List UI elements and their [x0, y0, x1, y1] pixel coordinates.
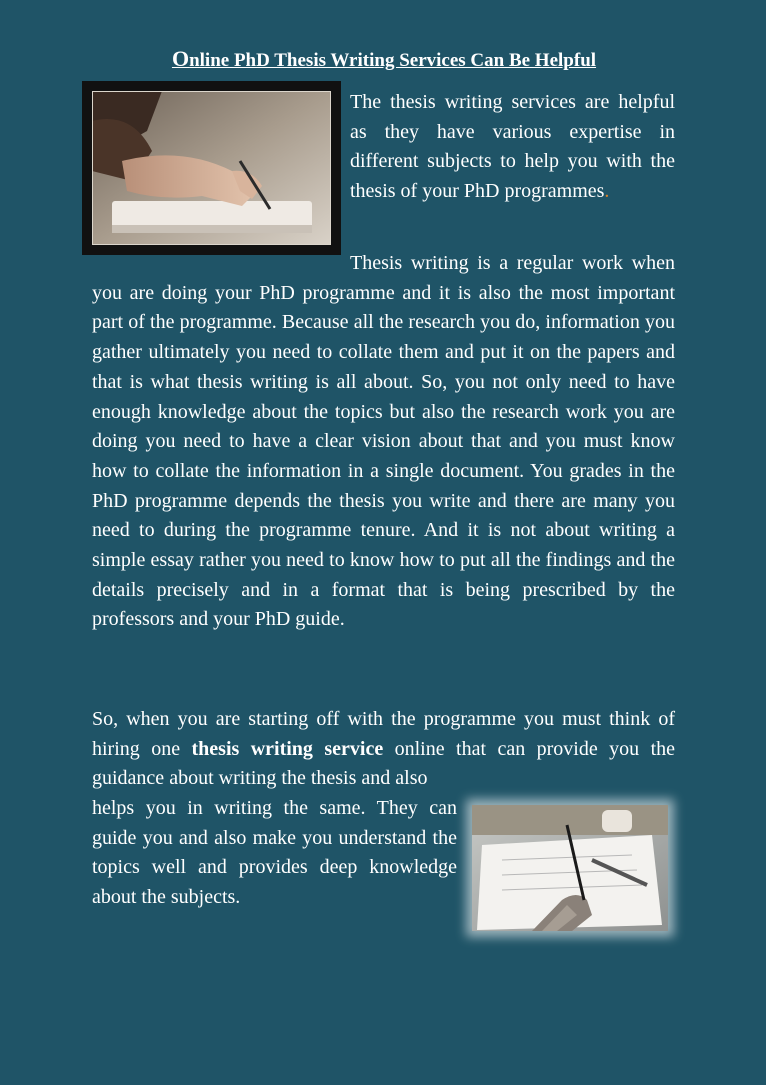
hiring-service-paragraph	[92, 705, 675, 794]
hand-writing-icon	[92, 91, 331, 245]
thesis-writing-paragraph: Thesis writing is a regular work when you are doing your PhD programme and it is also the most important part of the programme. Because all the research you do, information you gather ultimately you need to collate them and put it on the papers and that is what thesis writing is all about. So, you not only need to have enough knowledge about the topics but also the research work you are doing you need to have a clear vision about that and you must know how to collate the information in a single document. You grades in the PhD programme depends the thesis you write and there are many you need to during the programme tenure. And it is not about writing a simple essay rather you need to know how to put all the findings and the details precisely and in a format that is being prescribed by the professors and your PhD guide.	[92, 252, 675, 631]
thesis-writing-service-term: thesis writing service	[191, 737, 384, 760]
intro-paragraph	[350, 88, 675, 207]
intro-trailing-dot: .	[604, 180, 610, 203]
notebook-writing-photo	[82, 81, 341, 255]
page-title	[0, 46, 768, 72]
paper-writing-photo	[472, 805, 668, 931]
title-first-letter: O	[171, 46, 190, 71]
para3-after: online that can provide you the guidance about writing the thesis and also	[92, 737, 675, 790]
title-rest: nline PhD Thesis Writing Services Can Be Helpful	[189, 50, 597, 71]
guidance-paragraph: helps you in writing the same. They can guide you and also make you understand the topics well and provides deep knowledge about the subjects.	[92, 797, 457, 909]
pen-on-paper-icon	[472, 805, 668, 931]
intro-text: The thesis writing services are helpful as they have various expertise in different subjects to help you with the thesis of your PhD programmes	[350, 91, 675, 203]
para3-before: So, when you are starting off with the programme you must think of hiring one	[92, 708, 675, 760]
